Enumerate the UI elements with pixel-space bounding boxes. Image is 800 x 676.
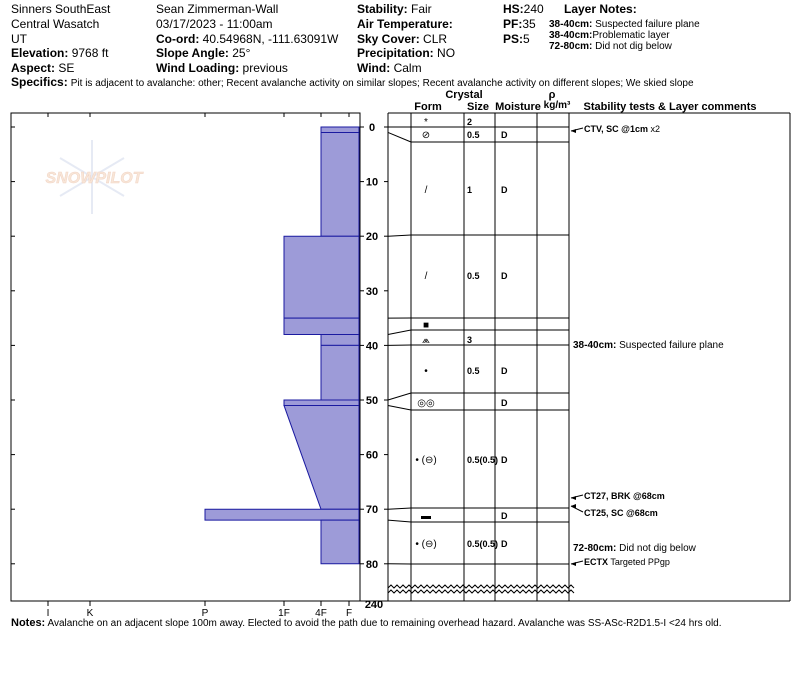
crystal-form: • (⊖) [415, 539, 437, 550]
rho-header: ρ [548, 89, 556, 101]
crystal-form: / [424, 271, 428, 282]
layer-connector [388, 132, 411, 142]
depth-tick-label: 60 [365, 449, 379, 462]
crystal-moisture: D [501, 271, 508, 281]
snowpilot-watermark [46, 140, 144, 214]
depth-tick-label: 20 [365, 231, 379, 244]
penetration-foot: PF:35 [503, 17, 536, 31]
stability-arrowhead [571, 129, 576, 133]
crystal-moisture: D [501, 185, 508, 195]
layer-note: 38-40cm:Problematic layer [549, 30, 670, 41]
stability-arrow [571, 506, 583, 512]
svg-text:SNOWPILOT: SNOWPILOT [45, 170, 143, 187]
depth-bottom-label: 240 [364, 599, 384, 611]
notes: Notes: Avalanche on an adjacent slope 100m away. Elected to avoid the path due to remaining overhead hazard. Avalanche was SS-ASc-R2D1.5-I <24 hrs old. [11, 617, 722, 629]
hardness-tick-label: K [86, 608, 94, 619]
depth-tick-label: 40 [365, 340, 379, 353]
crystal-form: ◎◎ [417, 398, 435, 409]
hardness-bar [321, 132, 359, 236]
elevation: Elevation: 9768 ft [11, 46, 109, 60]
stability-arrowhead [571, 496, 576, 500]
aspect: Aspect: SE [11, 61, 75, 75]
crystal-form: ▬ [421, 511, 431, 522]
hardness-tick-label: F [345, 608, 353, 619]
wind-loading: Wind Loading: previous [156, 61, 288, 75]
layer-connector [388, 235, 411, 236]
hardness-tick-label: I [46, 608, 50, 619]
crystal-moisture: D [501, 455, 508, 465]
crystal-header: Crystal [445, 89, 483, 101]
snow-height: HS:240 [503, 2, 544, 16]
depth-tick-label: 50 [365, 395, 379, 407]
layer-connector [388, 405, 411, 410]
stability-arrowhead [571, 562, 576, 566]
crystal-moisture: D [501, 398, 508, 408]
stability-comments [571, 124, 724, 567]
state: UT [11, 32, 27, 46]
crystal-size: 0.5(0.5) [467, 539, 499, 549]
layer-note: 72-80cm: Did not dig below [549, 41, 672, 52]
depth-tick-label: 10 [365, 176, 379, 189]
crystal-form: • (⊖) [415, 455, 437, 466]
density-header: kg/m³ [543, 100, 571, 111]
coordinates: Co-ord: 40.54968N, -111.63091W [156, 32, 339, 46]
layer-connector [388, 508, 411, 509]
form-header: Form [414, 101, 442, 113]
stability: Stability: Fair [357, 2, 432, 16]
hardness-bar [205, 509, 359, 520]
depth-break-zigzag [388, 590, 574, 593]
crystal-form: * [424, 117, 428, 128]
crystal-size: 3 [467, 335, 473, 345]
crystal-moisture: D [501, 511, 508, 521]
hardness-bars [205, 127, 359, 564]
crystal-table [360, 113, 790, 601]
hardness-bar [321, 127, 359, 132]
layer-connector [388, 520, 411, 522]
stability-test: ECTX Targeted PPgp [584, 557, 670, 567]
crystal-size: 0.5 [467, 130, 480, 140]
crystal-moisture: D [501, 366, 508, 376]
crystal-form: / [424, 185, 428, 196]
precipitation: Precipitation: NO [357, 46, 456, 60]
location: Sinners SouthEast [11, 2, 111, 16]
depth-tick-label: 0 [368, 122, 376, 134]
layer-connector [388, 393, 411, 400]
hardness-bar [284, 400, 359, 405]
stability-test: CT27, BRK @68cm [584, 491, 665, 501]
layer-note: 38-40cm: Suspected failure plane [549, 19, 700, 30]
depth-tick-label: 80 [365, 558, 379, 571]
range: Central Wasatch [11, 17, 100, 31]
depth-break-zigzag [388, 585, 574, 588]
crystal-form: • [424, 366, 428, 377]
crystal-size: 1 [467, 185, 473, 195]
crystal-form: ⊘ [421, 130, 431, 141]
hardness-bar [284, 318, 359, 334]
depth-tick-label: 30 [365, 285, 379, 298]
crystal-moisture: D [501, 539, 508, 549]
penetration-ski: PS:5 [503, 32, 530, 46]
hardness-bar [321, 520, 359, 564]
air-temperature: Air Temperature: [357, 17, 453, 31]
hardness-tick-label: 4F [315, 608, 327, 619]
wind: Wind: Calm [357, 61, 422, 75]
depth-tick-label: 70 [365, 504, 379, 517]
layer-connector [388, 330, 411, 334]
crystal-form: ⩕ [422, 335, 430, 346]
hardness-tick-label: 1F [278, 608, 290, 619]
hardness-bar [284, 405, 359, 509]
hardness-tick-label: P [201, 608, 209, 619]
moisture-header: Moisture [495, 101, 541, 113]
size-header: Size [466, 101, 490, 113]
layer-comment: 38-40cm: Suspected failure plane [573, 340, 724, 351]
crystal-size: 0.5 [467, 366, 480, 376]
crystal-size: 0.5(0.5) [467, 455, 499, 465]
hardness-bar [321, 345, 359, 400]
sky-cover: Sky Cover: CLR [357, 32, 448, 46]
slope-angle: Slope Angle: 25° [156, 46, 251, 60]
crystal-moisture: D [501, 130, 508, 140]
specifics: Specifics: Pit is adjacent to avalanche: other; Recent avalanche activity on similar slopes; Recent avalanche activity on different slopes; We skied slope [11, 75, 694, 89]
stability-test: CT25, SC @68cm [584, 508, 658, 518]
datetime: 03/17/2023 - 11:00am [156, 17, 273, 31]
layer-notes-title: Layer Notes: [564, 2, 637, 16]
crystal-form: ■ [422, 320, 430, 331]
stability-test: CTV, SC @1cm x2 [584, 124, 660, 134]
observer: Sean Zimmerman-Wall [156, 2, 279, 16]
hardness-bar [284, 236, 359, 318]
crystal-size: 0.5 [467, 271, 480, 281]
crystal-size: 2 [467, 117, 473, 127]
stability-header: Stability tests & Layer comments [583, 101, 757, 113]
hardness-bar [321, 334, 359, 345]
layer-comment: 72-80cm: Did not dig below [573, 543, 696, 554]
